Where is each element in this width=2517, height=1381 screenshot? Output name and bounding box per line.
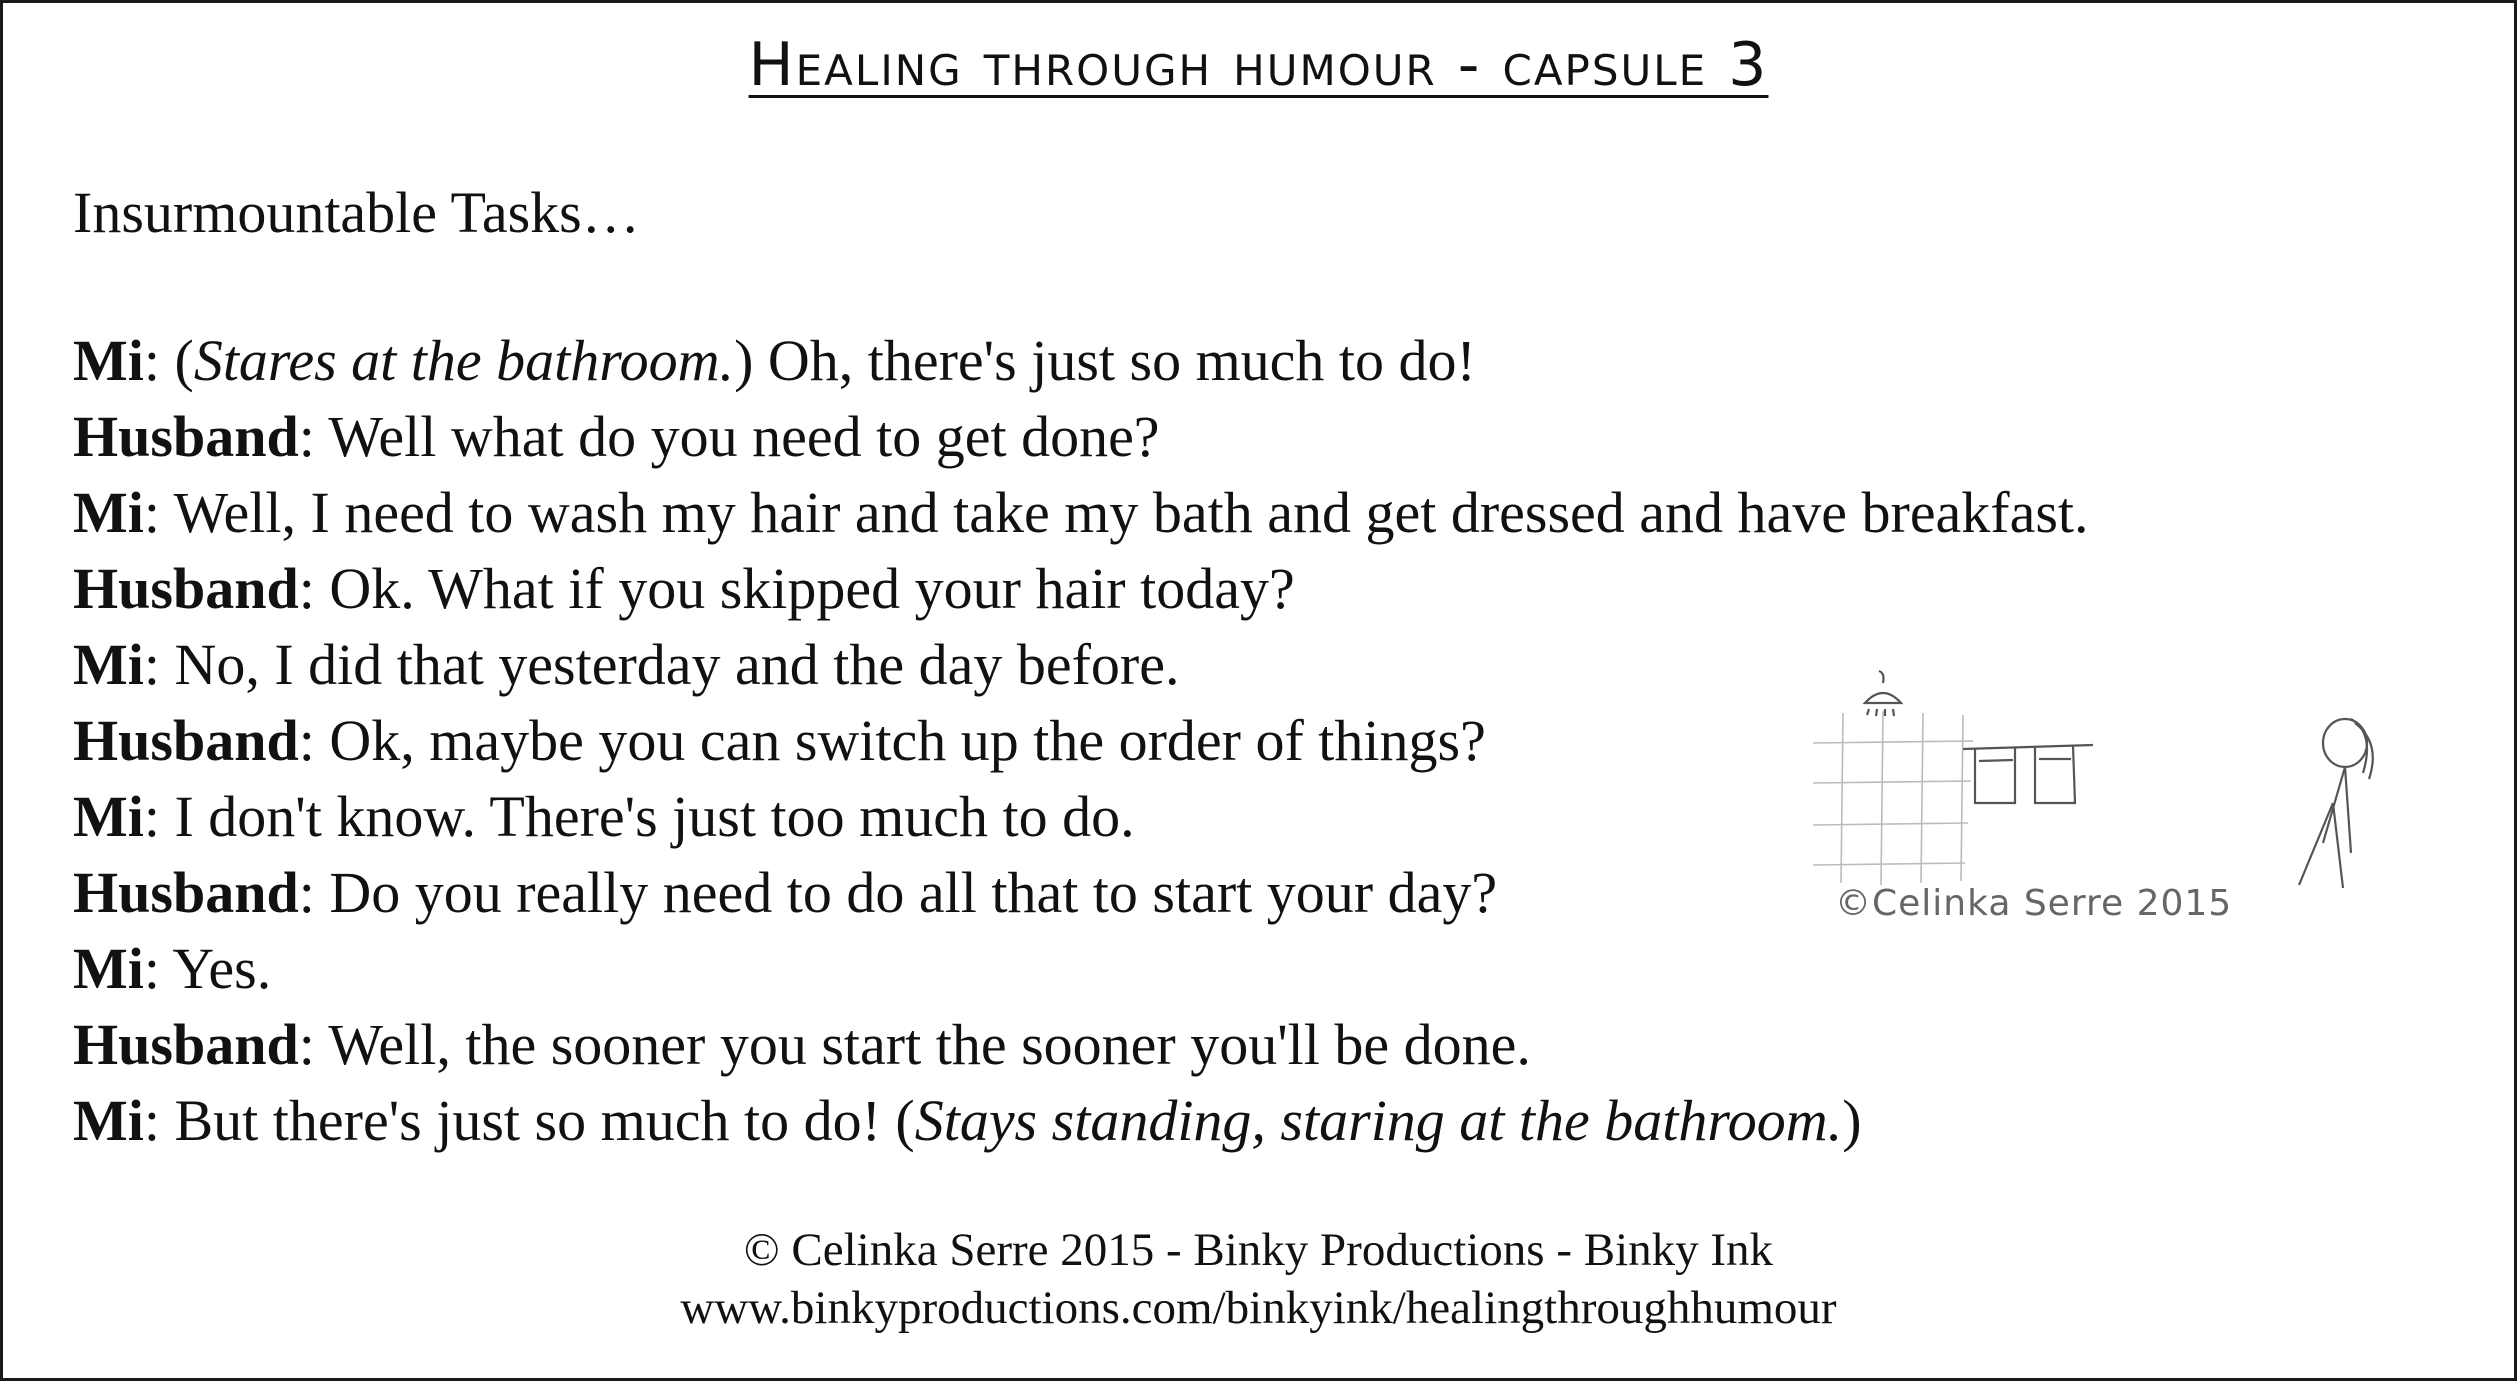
footer-url: www.binkyproductions.com/binkyink/healingthroughhumour	[680, 1282, 1837, 1334]
tile-grid	[1813, 711, 1973, 885]
line-text: Yes.	[172, 936, 272, 1001]
separator: :	[143, 936, 173, 1001]
stage-direction: Stares at the bathroom.	[193, 328, 735, 393]
separator: :	[298, 404, 329, 469]
speaker: Mi	[73, 784, 144, 849]
speaker: Mi	[73, 632, 144, 697]
speaker: Mi	[73, 480, 144, 545]
line-text: Well what do you need to get done?	[328, 404, 1160, 469]
footer-copyright: © Celinka Serre 2015 - Binky Productions - Binky Ink	[743, 1224, 1774, 1276]
footer	[3, 1221, 2514, 1337]
separator: :	[143, 784, 175, 849]
separator: :	[298, 556, 330, 621]
separator: :	[298, 860, 330, 925]
speaker: Mi	[73, 1088, 144, 1153]
dialogue-line	[73, 551, 2473, 627]
speaker: Husband	[73, 860, 299, 925]
subtitle: Insurmountable Tasks…	[73, 180, 640, 245]
dialogue-line	[73, 475, 2473, 551]
separator: :	[298, 1012, 329, 1077]
separator: :	[298, 708, 330, 773]
towel-rack-icon	[1963, 745, 2093, 803]
post-text: )	[1842, 1088, 1862, 1153]
line-text: Ok. What if you skipped your hair today?	[329, 556, 1295, 621]
page-title: Healing through humour - capsule 3	[748, 30, 1769, 100]
line-text: But there's just so much to do! (	[174, 1088, 915, 1153]
shower-head-icon	[1865, 671, 1901, 716]
line-text: Well, I need to wash my hair and take my bath and get dressed and have breakfast.	[173, 480, 2089, 545]
line-text: Ok, maybe you can switch up the order of things?	[329, 708, 1486, 773]
speaker: Husband	[73, 404, 299, 469]
artist-signature: ©Celinka Serre 2015	[1835, 883, 2233, 924]
separator: :	[143, 328, 175, 393]
separator: :	[143, 480, 174, 545]
speaker: Husband	[73, 556, 299, 621]
pre-text: (	[174, 328, 194, 393]
line-text: I don't know. There's just too much to do.	[174, 784, 1135, 849]
speaker: Husband	[73, 1012, 299, 1077]
post-text: ) Oh, there's just so much to do!	[734, 328, 1476, 393]
line-text: No, I did that yesterday and the day before.	[174, 632, 1180, 697]
dialogue-line	[73, 399, 2473, 475]
dialogue-line	[73, 1083, 2473, 1159]
dialogue-line	[73, 1007, 2473, 1083]
separator: :	[143, 1088, 175, 1153]
speaker: Mi	[73, 328, 144, 393]
speaker: Mi	[73, 936, 144, 1001]
line-text: Do you really need to do all that to start your day?	[329, 860, 1498, 925]
bathroom-sketch	[1803, 653, 2443, 973]
stick-figure-icon	[2299, 719, 2373, 888]
sketch-illustration	[1803, 653, 2443, 973]
separator: :	[143, 632, 175, 697]
speaker: Husband	[73, 708, 299, 773]
stage-direction: Stays standing, staring at the bathroom.	[914, 1088, 1843, 1153]
dialogue-line	[73, 323, 2473, 399]
line-text: Well, the sooner you start the sooner you'll be done.	[328, 1012, 1531, 1077]
